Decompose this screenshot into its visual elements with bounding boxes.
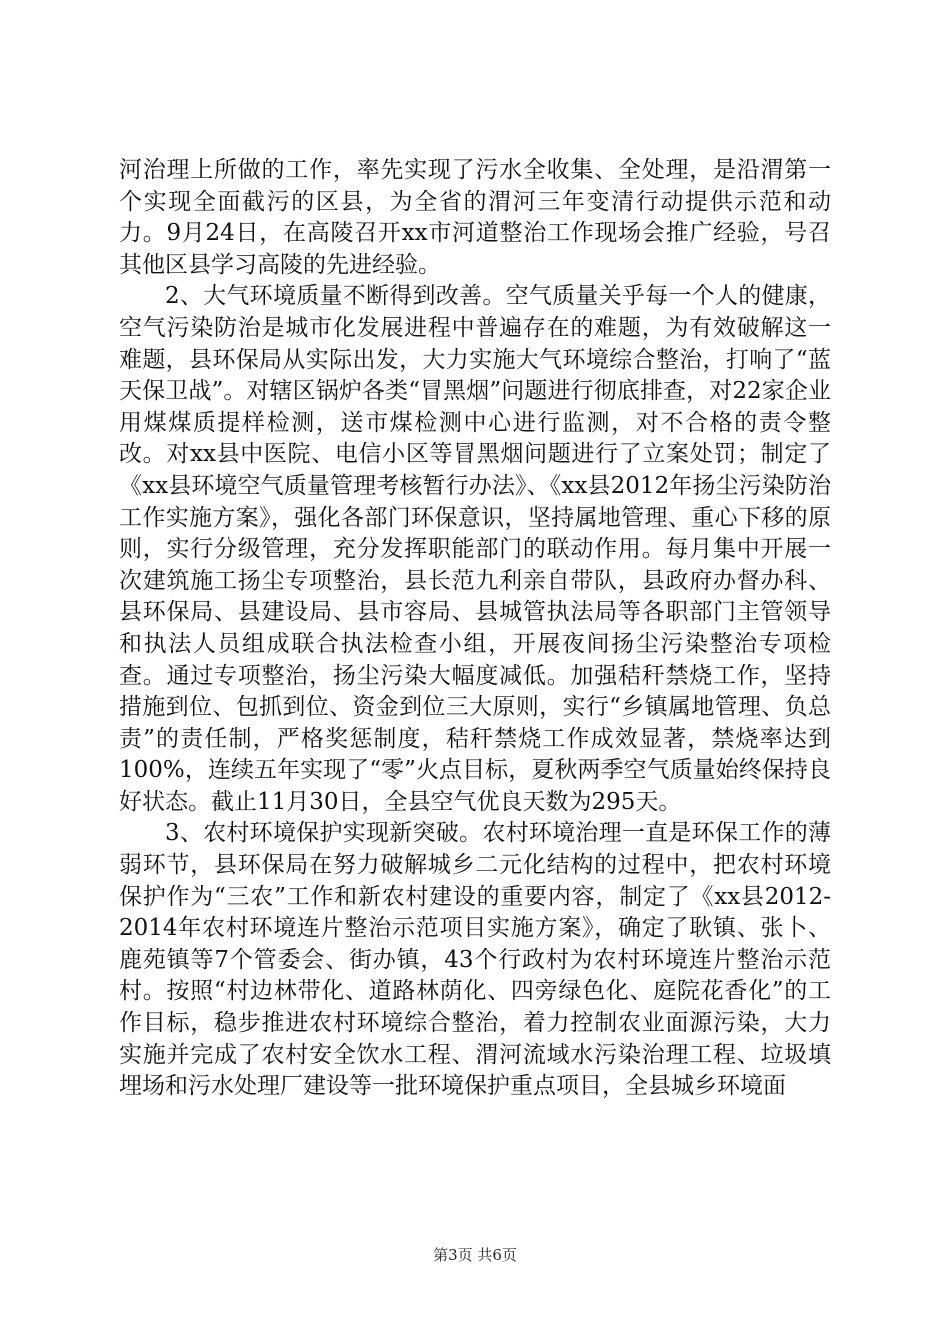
paragraph-3: 3、农村环境保护实现新突破。农村环境治理一直是环保工作的薄弱环节，县环保局在努力破解城乡二元化结构的过程中，把农村环境保护作为“三农”工作和新农村建设的重要内容，制定了《xx县2012-2014年农村环境连片整治示范项目实施方案》，确定了耿镇、张卜、鹿苑镇等7个管委会、街办镇，43个行政村为农村环境连片整治示范村。按照“村边林带化、道路林荫化、四旁绿色化、庭院花香化”的工作目标，稳步推进农村环境综合整治，着力控制农业面源污染，大力实施并完成了农村安全饮水工程、渭河流域水污染治理工程、垃圾填埋场和污水处理厂建设等一批环境保护重点项目，全县城乡环境面 xyxy=(119,820,831,1100)
page-number-footer: 第3页 共6页 xyxy=(433,1246,517,1264)
document-body xyxy=(119,155,831,1103)
paragraph-2: 2、大气环境质量不断得到改善。空气质量关乎每一个人的健康，空气污染防治是城市化发展进程中普遍存在的难题，为有效破解这一难题，县环保局从实际出发，大力实施大气环境综合整治，打响了“蓝天保卫战”。对辖区锅炉各类“冒黑烟”问题进行彻底排查，对22家企业用煤煤质提样检测，送市煤检测中心进行监测，对不合格的责令整改。对xx县中医院、电信小区等冒黑烟问题进行了立案处罚；制定了《xx县环境空气质量管理考核暂行办法》、《xx县2012年扬尘污染防治工作实施方案》，强化各部门环保意识，坚持属地管理、重心下移的原则，实行分级管理，充分发挥职能部门的联动作用。每月集中开展一次建筑施工扬尘专项整治，县长范九利亲自带队，县政府办督办科、县环保局、县建设局、县市容局、县城管执法局等各职部门主管领导和执法人员组成联合执法检查小组，开展夜间扬尘污染整治专项检查。通过专项整治，扬尘污染大幅度减低。加强秸秆禁烧工作，坚持措施到位、包抓到位、资金到位三大原则，实行“乡镇属地管理、负总责”的责任制，严格奖惩制度，秸秆禁烧工作成效显著，禁烧率达到100%，连续五年实现了“零”火点目标，夏秋两季空气质量始终保持良好状态。截止11月30日，全县空气优良天数为295天。 xyxy=(119,283,831,815)
paragraph-1: 河治理上所做的工作，率先实现了污水全收集、全处理，是沿渭第一个实现全面截污的区县，为全省的渭河三年变清行动提供示范和动力。9月24日，在高陵召开xx市河道整治工作现场会推广经验，号召其他区县学习高陵的先进经验。 xyxy=(119,157,831,278)
